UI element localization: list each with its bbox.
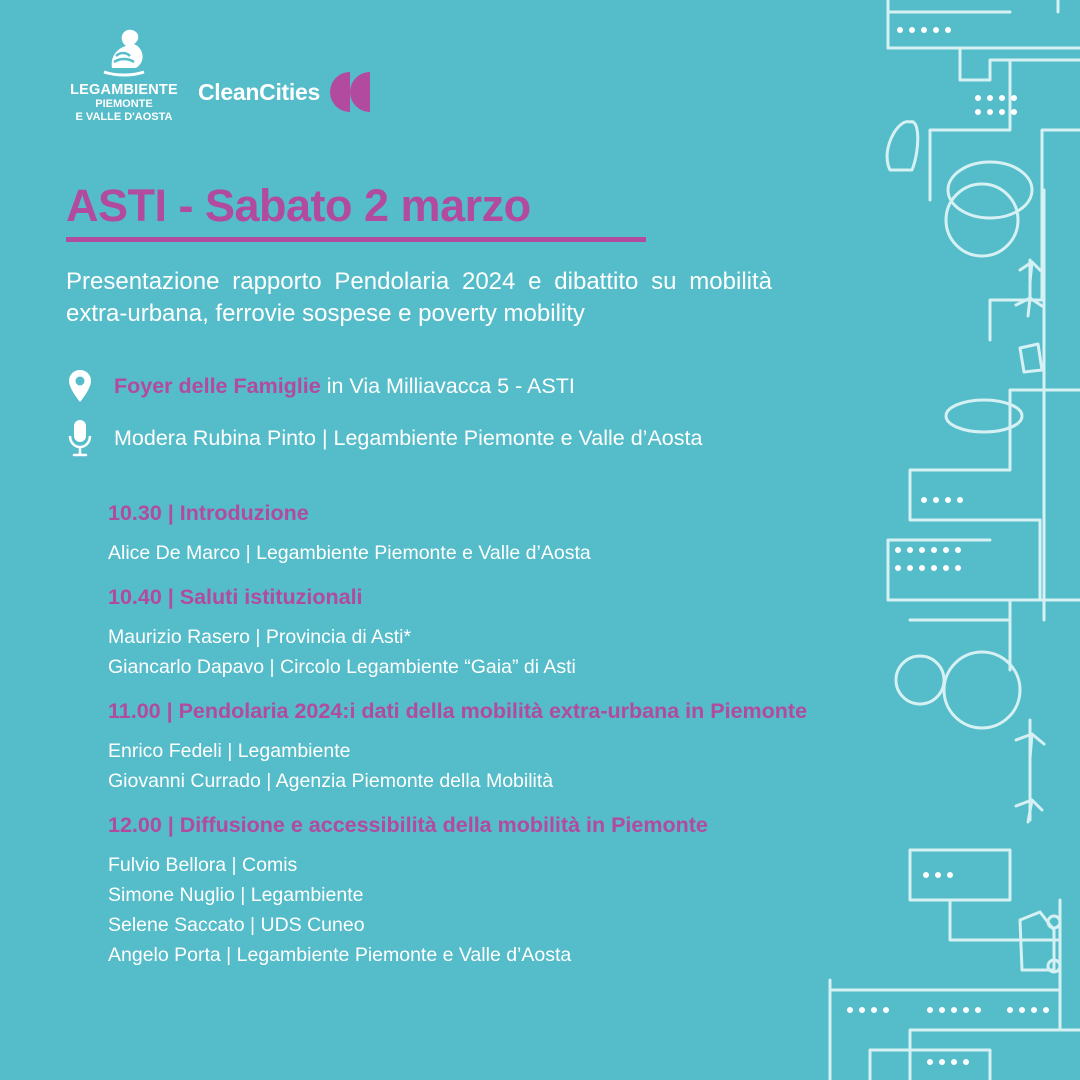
swan-icon	[96, 26, 152, 78]
program-section	[108, 580, 888, 682]
speaker-line: Fulvio Bellora | Comis	[108, 854, 298, 876]
program-section	[108, 808, 888, 970]
section-heading: 10.40 | Saluti istituzionali	[108, 585, 363, 609]
legambiente-logo-line3: E VALLE D'AOSTA	[75, 111, 173, 123]
speaker-line: Enrico Fedeli | Legambiente	[108, 740, 351, 762]
event-title: ASTI - Sabato 2 marzo	[66, 180, 531, 231]
legambiente-logo-line1: LEGAMBIENTE	[70, 82, 178, 98]
speaker-line: Alice De Marco | Legambiente Piemonte e Valle d’Aosta	[108, 542, 591, 564]
legambiente-logo-line2: PIEMONTE	[95, 98, 153, 110]
section-heading: 11.00 | Pendolaria 2024:i dati della mobilità extra-urbana in Piemonte	[108, 699, 808, 723]
location-row	[66, 368, 575, 404]
program-section	[108, 694, 888, 796]
speaker-line: Selene Saccato | UDS Cuneo	[108, 914, 365, 936]
title-underline	[66, 237, 646, 242]
microphone-icon	[67, 419, 93, 457]
moderator-text: Modera Rubina Pinto | Legambiente Piemonte e Valle d’Aosta	[114, 425, 703, 450]
program-section	[108, 496, 888, 568]
moderator-row	[66, 420, 702, 456]
speaker-line: Simone Nuglio | Legambiente	[108, 884, 364, 906]
speaker-line: Maurizio Rasero | Provincia di Asti*	[108, 626, 412, 648]
speaker-line: Giancarlo Dapavo | Circolo Legambiente “Gaia” di Asti	[108, 656, 576, 678]
venue-address: in Via Milliavacca 5 - ASTI	[320, 373, 575, 398]
legambiente-logo	[62, 26, 186, 124]
section-heading: 10.30 | Introduzione	[108, 501, 309, 525]
program-list	[108, 496, 888, 982]
cleancities-mark-icon	[328, 70, 372, 114]
event-subtitle: Presentazione rapporto Pendolaria 2024 e dibattito su mobilità extra-urbana, ferrovie sospese e poverty mobility	[66, 268, 772, 327]
speaker-line: Giovanni Currado | Agenzia Piemonte della Mobilità	[108, 770, 554, 792]
cleancities-logo	[198, 68, 372, 116]
map-pin-icon	[68, 369, 92, 403]
venue-name: Foyer delle Famiglie	[114, 373, 321, 398]
speaker-line: Angelo Porta | Legambiente Piemonte e Valle d’Aosta	[108, 944, 572, 966]
cleancities-logo-text: CleanCities	[198, 78, 320, 105]
section-heading: 12.00 | Diffusione e accessibilità della mobilità in Piemonte	[108, 813, 708, 837]
